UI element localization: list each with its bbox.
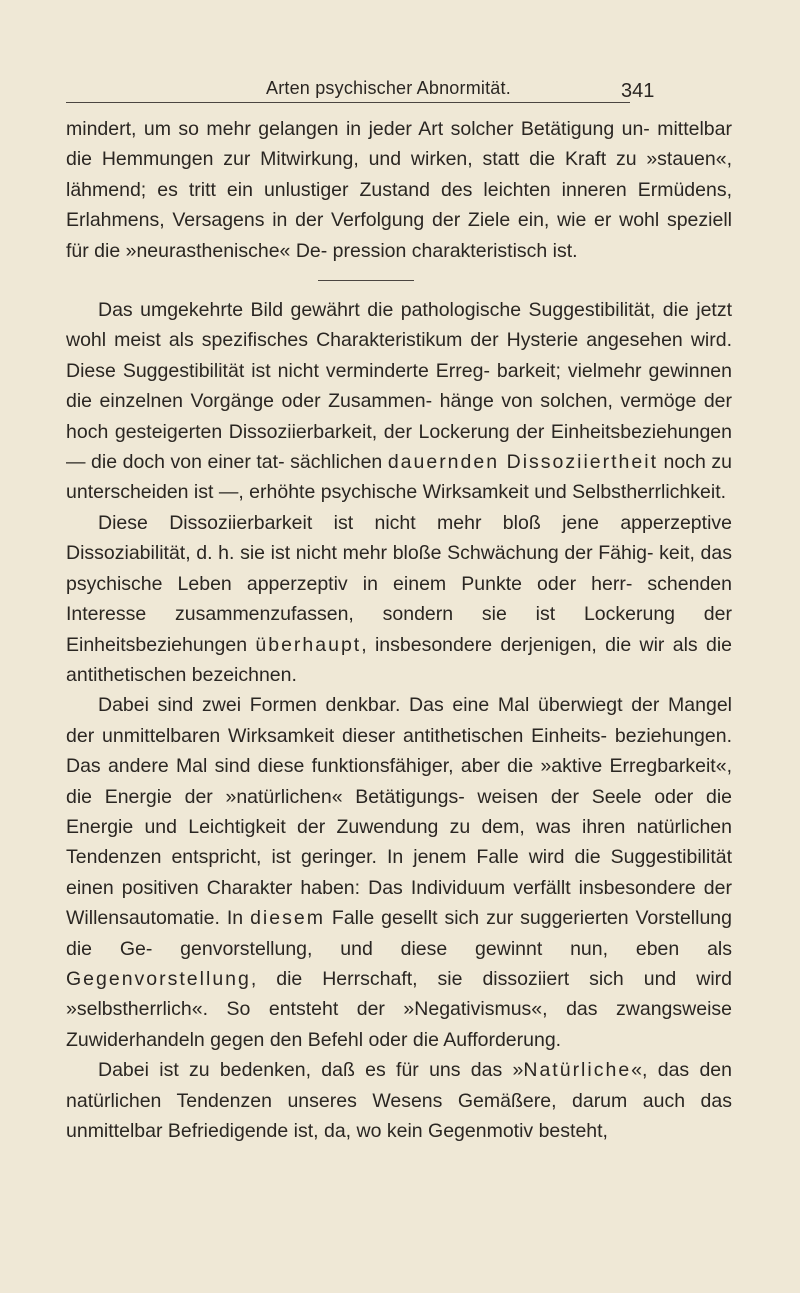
header-rule: [66, 102, 630, 103]
p2-text-c: noch zu unterscheiden ist —, erhöhte psychische Wirksamkeit und Selbstherrlichkeit.: [66, 451, 732, 504]
p2-spaced-term: dauernden Dissoziiertheit: [387, 451, 658, 474]
p4-text-c: Falle gesellt sich zur suggerierten Vorstellung die Ge- genvorstellung, und diese gewinnt nun, eben als: [66, 907, 732, 960]
body-text: [66, 114, 732, 1146]
p4-spaced-term-1: diesem: [250, 907, 325, 930]
p5-spaced-term: Natürliche: [523, 1059, 632, 1082]
p5-text-a: Dabei ist zu bedenken, daß es für uns das »: [98, 1059, 524, 1082]
running-title: Arten psychischer Abnormität.: [266, 78, 511, 98]
p4-spaced-term-2: Gegenvorstellung: [66, 967, 251, 990]
paragraph-2: [66, 295, 732, 508]
paragraph-5: [66, 1055, 732, 1146]
running-header: [0, 78, 800, 102]
p4-text-a: Dabei sind zwei Formen denkbar. Das eine Mal überwiegt der Mangel der unmittelbaren Wirksamkeit dieser antithetischen Einheits- beziehungen. Das andere Mal sind diese funktionsfähiger, aber die »aktive Erregbarkeit«, die Energie der »natürlichen« Betätigungs- weisen der Seele oder die Energie und Leichtigkeit der Zuwendung zu dem, was ihren natürlichen Tendenzen entspricht, ist geringer. In jenem Falle wird die Suggestibilität einen positiven Charakter haben: Das Individuum verfällt insbesondere der Willensautomatie. In: [66, 694, 732, 930]
paragraph-4: [66, 690, 732, 1055]
section-separator: [318, 280, 414, 281]
p3-spaced-term: überhaupt: [255, 633, 362, 656]
p2-text-a: Das umgekehrte Bild gewährt die pathologische Suggestibilität, die jetzt wohl meist als spezifisches Charakteristikum der Hysterie angesehen wird. Diese Suggestibilität ist nicht verminderte Erreg- barkeit; vielmehr gewinnen die einzelnen Vorgänge oder Zusammen- hänge von solchen, vermöge der hoch gesteigerten Dissoziierbarkeit, der Lockerung der Einheitsbeziehungen — die doch von einer tat- sächlichen: [66, 299, 732, 474]
p3-text-c: , insbesondere derjenigen, die wir als die antithetischen bezeichnen.: [66, 633, 732, 686]
p4-text-e: , die Herrschaft, sie dissoziiert sich und wird »selbstherrlich«. So entsteht der »Negativismus«, das zwangsweise Zuwiderhandeln gegen den Befehl oder die Aufforderung.: [66, 967, 732, 1051]
page-number: 341: [621, 80, 655, 102]
p5-text-c: «, das den natürlichen Tendenzen unseres Wesens Gemäßere, darum auch das unmittelbar Befriedigende ist, da, wo kein Gegenmotiv besteht,: [66, 1059, 732, 1142]
paragraph-1: mindert, um so mehr gelangen in jeder Art solcher Betätigung un- mittelbar die Hemmungen zur Mitwirkung, und wirken, statt die Kraft zu »stauen«, lähmend; es tritt ein unlustiger Zustand des leichten inneren Ermüdens, Erlahmens, Versagens in der Verfolgung der Ziele ein, wie er wohl speziell für die »neurasthenische« De- pression charakteristisch ist.: [66, 118, 732, 262]
paragraph-3: [66, 508, 732, 690]
p3-text-a: Diese Dissoziierbarkeit ist nicht mehr bloß jene apperzeptive Dissoziabilität, d. h. sie ist nicht mehr bloße Schwächung der Fähig- keit, das psychische Leben apperzeptiv in einem Punkte oder herr- schenden Interesse zusammenzufassen, sondern sie ist Lockerung der Einheitsbeziehungen: [66, 511, 732, 656]
